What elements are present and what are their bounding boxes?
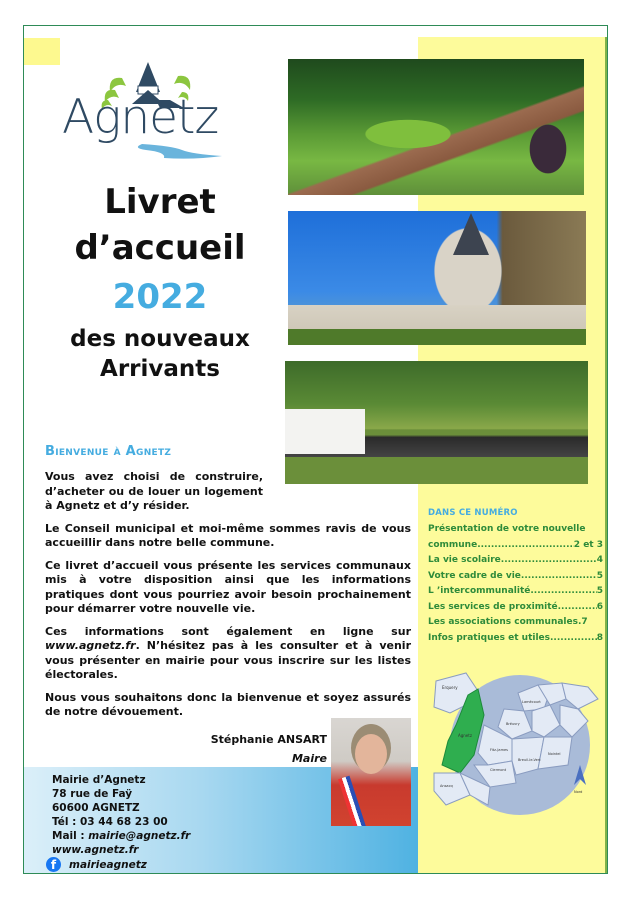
contact-org: Mairie d’Agnetz [52, 774, 146, 786]
contact-phone: Tél : 03 44 68 23 00 [52, 816, 168, 828]
contact-city: 60600 AGNETZ [52, 802, 140, 814]
toc-item-page: 4 [596, 555, 603, 565]
toc-item-page: .7 [577, 617, 588, 627]
toc-leader [550, 631, 597, 647]
svg-text:Erquery: Erquery [442, 685, 458, 690]
church-spire [453, 213, 489, 255]
table-of-contents [428, 522, 603, 646]
toc-item-page: 6 [596, 601, 603, 612]
contact-street: 78 rue de Faÿ [52, 788, 133, 800]
title-line-5: Arrivants [100, 356, 220, 382]
svg-text:Clermont: Clermont [490, 768, 507, 772]
website-link[interactable]: www.agnetz.fr [45, 639, 136, 652]
title-line-2: d’accueil [74, 228, 246, 268]
toc-item-label: Votre cadre de vie [428, 570, 521, 581]
welcome-paragraph-4 [45, 625, 411, 683]
toc-item-label: Les associations communales [428, 617, 578, 627]
toc-leader [558, 600, 597, 616]
toc-first-line[interactable]: Présentation de votre nouvelle [428, 524, 586, 534]
facebook-row[interactable] [46, 857, 190, 872]
map-illustration [428, 665, 600, 815]
document-title [40, 180, 280, 384]
toc-item[interactable] [428, 553, 603, 569]
toc-item[interactable] [428, 631, 603, 647]
toc-item[interactable] [428, 569, 603, 585]
title-line-4: des nouveaux [70, 326, 250, 352]
toc-leader [501, 553, 597, 569]
toc-leader [530, 584, 596, 600]
toc-item[interactable] [428, 615, 603, 631]
welcome-paragraph-5: Nous vous souhaitons donc la bienvenue et soyez assurés de notre dévouement. [45, 690, 411, 718]
p4-text-start: Ces informations sont également en ligne sur [45, 624, 411, 638]
svg-text:Fitz-James: Fitz-James [490, 748, 508, 752]
toc-item-label: Infos pratiques et utiles [428, 632, 551, 643]
signer-role: Maire [291, 752, 327, 765]
svg-text:Breuil-le-Vert: Breuil-le-Vert [518, 758, 541, 762]
contact-info [52, 773, 190, 872]
tricolor-sash [338, 776, 368, 826]
toc-item-label: L ’intercommunalité [428, 586, 531, 596]
toc-item-page: 2 et 3 [573, 539, 603, 550]
welcome-heading: Bienvenue à Agnetz [45, 444, 172, 459]
agnetz-logo [60, 60, 245, 160]
facebook-handle[interactable]: mairieagnetz [69, 858, 147, 871]
mayor-portrait [331, 718, 411, 826]
svg-text:Nord: Nord [574, 790, 583, 794]
welcome-paragraph-2: Le Conseil municipal et moi-même sommes ravis de vous accueillir dans notre belle commune. [45, 521, 411, 549]
contact-mail-row [52, 829, 190, 843]
toc-heading: DANS CE NUMÉRO [428, 508, 518, 518]
toc-item-label: commune [428, 539, 478, 550]
logo-wordmark: Agnetz [62, 90, 219, 145]
village-fair-photo [285, 361, 588, 484]
p4-text-end: . N’hésitez pas à les consulter et à venir vous présenter en mairie pour vous inscrire sur les listes électorales. [45, 639, 411, 681]
corner-decoration [24, 38, 60, 65]
toc-item[interactable] [428, 584, 603, 600]
svg-text:Ansacq: Ansacq [440, 784, 453, 788]
signer-name: Stéphanie ANSART [210, 733, 327, 746]
toc-item-label: La vie scolaire [428, 555, 501, 565]
toc-item-page: 8 [596, 632, 603, 643]
svg-text:Nointel: Nointel [548, 752, 561, 756]
mail-label: Mail : [52, 830, 89, 842]
toc-leader [521, 569, 597, 585]
mail-link[interactable]: mairie@agnetz.fr [88, 830, 191, 842]
tents [285, 409, 365, 454]
toc-item-page: 5 [596, 570, 603, 581]
commune-map [428, 665, 600, 815]
svg-text:Bréuvry: Bréuvry [506, 722, 520, 726]
toc-item[interactable] [428, 600, 603, 616]
toc-leader [477, 538, 574, 554]
village-aerial-photo [288, 59, 584, 195]
toc-item[interactable] [428, 538, 603, 554]
portrait-face [355, 734, 387, 774]
title-year: 2022 [112, 277, 208, 317]
facebook-icon: f [46, 857, 61, 872]
welcome-text [45, 470, 411, 728]
toc-item-label: Les services de proximité [428, 601, 558, 612]
svg-text:Agnetz: Agnetz [458, 733, 472, 738]
contact-website-link[interactable]: www.agnetz.fr [52, 844, 139, 856]
welcome-paragraph-3: Ce livret d’accueil vous présente les services communaux mis à votre disposition ainsi que les informations pratiques dont vous pourriez avoir besoin prochainement pour démarrer votre nouvelle vie. [45, 558, 411, 615]
svg-text:Lamécourt: Lamécourt [522, 700, 541, 704]
church-photo [288, 211, 586, 345]
title-line-1: Livret [104, 182, 216, 222]
welcome-paragraph-1: Vous avez choisi de construire, d’acheter ou de louer un logement à Agnetz et d’y résider. [45, 470, 263, 512]
toc-item-page: 5 [596, 586, 603, 596]
